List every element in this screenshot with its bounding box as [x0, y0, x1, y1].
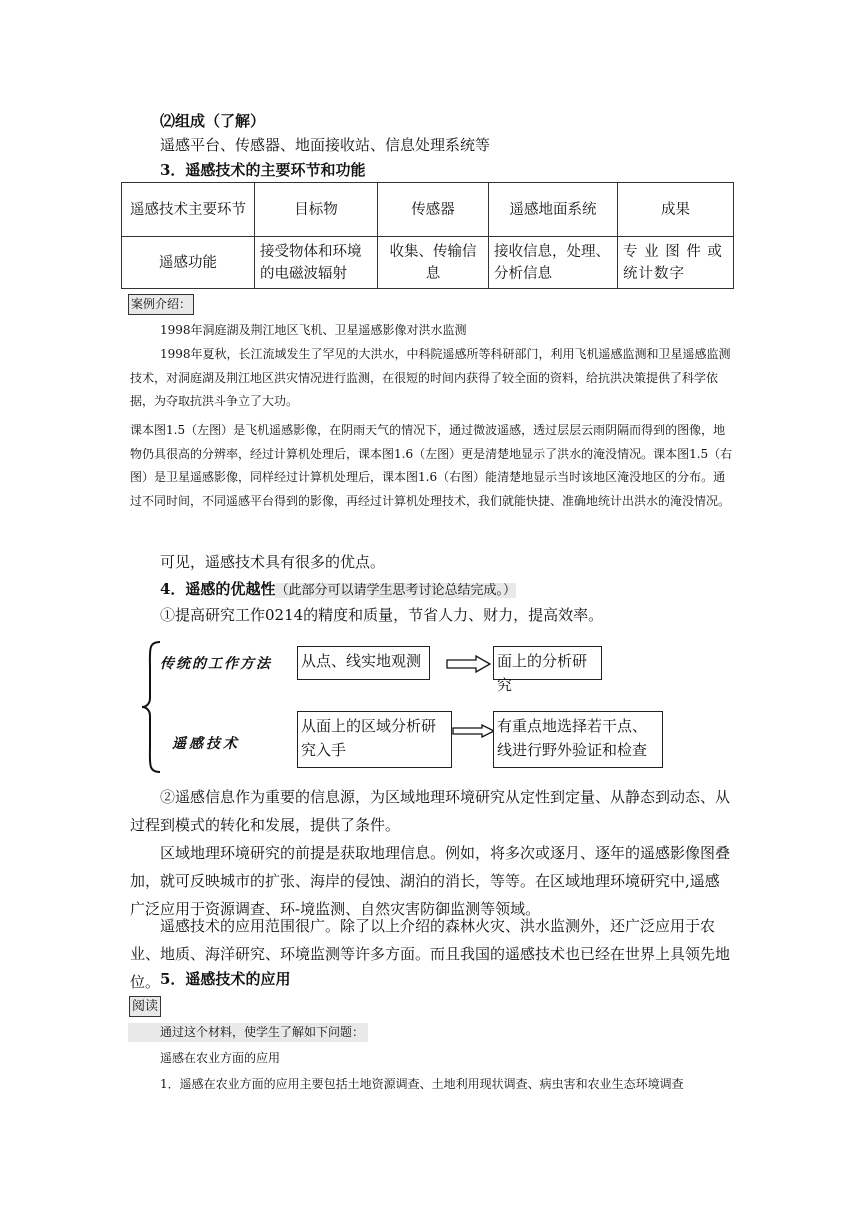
table-cell: 收集、传输信息 [378, 237, 489, 289]
table-cell: 成果 [618, 183, 734, 237]
flow-box-area-analysis: 面上的分析研究 [493, 646, 602, 680]
advantage-point-2: ②遥感信息作为重要的信息源，为区域地理环境研究从定性到定量、从静态到动态、从过程到模式的转化和发展，提供了条件。 [130, 788, 731, 834]
section4-heading: 4．遥感的优越性 [160, 580, 276, 598]
table-row [122, 237, 734, 289]
paragraph-regional-research: 区域地理环境研究的前提是获取地理信息。例如，将多次或逐月、逐年的遥感影像图叠加，就可反映城市的扩张、海岸的侵蚀、湖泊的消长，等等。在区域地理环境研究中,遥感广泛应用于资源调查、环-境监测、自然灾害防御监测等领域。 [130, 844, 731, 918]
flow-box-point-line: 从点、线实地观测 [297, 646, 430, 680]
table-cell: 遥感地面系统 [489, 183, 618, 237]
case-title: 1998年洞庭湖及荆江地区飞机、卫星遥感影像对洪水监测 [160, 323, 467, 337]
section5-heading: 5．遥感技术的应用 [160, 970, 291, 988]
arrow-right-icon [452, 724, 496, 738]
reading-intro: 通过这个材料，使学生了解如下问题： [128, 1023, 368, 1042]
composition-text: 遥感平台、传感器、地面接收站、信息处理系统等 [160, 136, 491, 154]
table-cell: 接收信息，处理、分析信息 [489, 237, 618, 289]
label-traditional-method: 传统的工作方法 [160, 656, 272, 672]
section4-note: （此部分可以请学生思考讨论总结完成。） [275, 583, 516, 598]
flow-box-regional-analysis: 从面上的区域分析研究入手 [297, 711, 452, 768]
reading-item-1: 1．遥感在农业方面的应用主要包括土地资源调查、土地利用现状调查、病虫害和农业生态环境调查 [160, 1077, 684, 1091]
table-cell: 目标物 [255, 183, 378, 237]
reading-subtitle: 遥感在农业方面的应用 [160, 1051, 281, 1065]
section4-heading-line [160, 578, 516, 602]
table-cell: 接受物体和环境的电磁波辐射 [255, 237, 378, 289]
composition-heading: ⑵组成（了解） [160, 112, 266, 130]
rs-function-table [121, 182, 734, 289]
advantage-intro: 可见，遥感技术具有很多的优点。 [160, 553, 386, 571]
table-cell: 遥感功能 [122, 237, 255, 289]
flow-box-field-verification: 有重点地选择若干点、线进行野外验证和检查 [493, 711, 663, 768]
advantage-point-1: ①提高研究工作0214的精度和质量，节省人力、财力，提高效率。 [160, 606, 604, 624]
case-paragraph-2: 课本图1.5（左图）是飞机遥感影像，在阴雨天气的情况下，通过微波遥感，透过层层云雨阴隔而得到的图像，地物仍具很高的分辨率，经过计算机处理后，课本图1.6（左图）更是清楚地显示了洪水的淹没情况。课本图1.5（右图）是卫星遥感影像，同样经过计算机处理后，课本图1.6（右图）能清楚地显示当时该地区淹没地区的分布。通过不同时间，不同遥感平台得到的影像，再经过计算机处理技术，我们就能快捷、准确地统计出洪水的淹没情况。 [130, 423, 733, 508]
table-cell: 传感器 [378, 183, 489, 237]
section3-heading: 3．遥感技术的主要环节和功能 [160, 161, 366, 179]
table-header-row [122, 183, 734, 237]
case-paragraph-1: 1998年夏秋，长江流域发生了罕见的大洪水，中科院遥感所等科研部门，利用飞机遥感监测和卫星遥感监测技术，对洞庭湖及荆江地区洪灾情况进行监测，在很短的时间内获得了较全面的资料，给抗洪决策提供了科学依据，为夺取抗洪斗争立了大功。 [130, 347, 731, 409]
case-label: 案例介绍： [128, 294, 194, 315]
label-remote-sensing: 遥感技术 [172, 736, 240, 752]
table-cell: 遥感技术主要环节 [122, 183, 255, 237]
paragraph-application-scope: 遥感技术的应用范围很广。除了以上介绍的森林火灾、洪水监测外，还广泛应用于农业、地质、海洋研究、环境监测等许多方面。而且我国的遥感技术也已经在世界上具领先地位。 [130, 917, 731, 991]
arrow-right-icon [446, 655, 492, 673]
reading-label: 阅读 [129, 996, 161, 1017]
table-cell: 专 业 图 件 或统计数字 [618, 237, 734, 289]
